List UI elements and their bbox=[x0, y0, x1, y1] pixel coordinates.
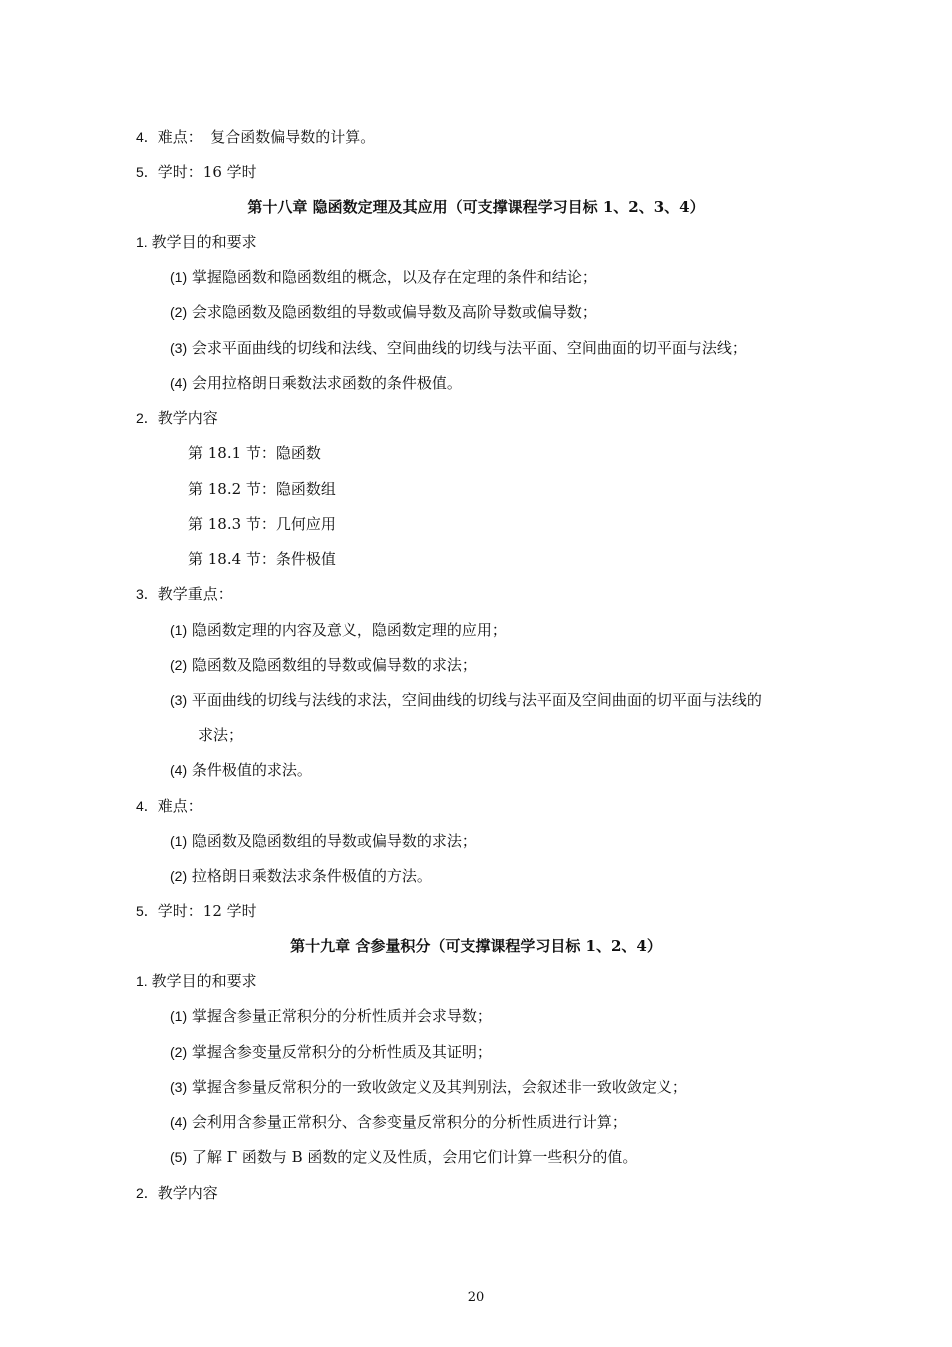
ch18-keypoint-4 bbox=[170, 760, 312, 780]
item-number: (1) bbox=[170, 269, 188, 285]
item-number: (4) bbox=[170, 762, 188, 778]
item-text: 掌握隐函数和隐函数组的概念，以及存在定理的条件和结论； bbox=[191, 268, 597, 286]
ch18-keypoint-3 bbox=[170, 690, 762, 710]
ch18-keypoint-3-continued: 求法； bbox=[198, 726, 244, 744]
item-text: 掌握含参量反常积分的一致收敛定义及其判别法，会叙述非一致收敛定义； bbox=[191, 1078, 687, 1096]
item-difficulty bbox=[136, 127, 375, 147]
item-text: 教学内容 bbox=[157, 1184, 218, 1202]
item-number: (3) bbox=[170, 1079, 188, 1095]
item-text: 难点： bbox=[157, 797, 203, 815]
ch19-objective-4 bbox=[170, 1112, 627, 1132]
item-number: (2) bbox=[170, 868, 188, 884]
item-text: 会用拉格朗日乘数法求函数的条件极值。 bbox=[191, 374, 462, 392]
item-number: (1) bbox=[170, 622, 188, 638]
item-text: 平面曲线的切线与法线的求法，空间曲线的切线与法平面及空间曲面的切平面与法线的 bbox=[191, 691, 762, 709]
item-number: 2． bbox=[136, 410, 158, 426]
ch18-objective-3 bbox=[170, 338, 747, 358]
item-text: 教学目的和要求 bbox=[151, 233, 257, 251]
item-text: 掌握含参变量反常积分的分析性质及其证明； bbox=[191, 1043, 492, 1061]
ch18-objective-1 bbox=[170, 267, 597, 287]
item-text: 会利用含参量正常积分、含参变量反常积分的分析性质进行计算； bbox=[191, 1113, 627, 1131]
item-number: (3) bbox=[170, 340, 188, 356]
ch18-keypoints-heading bbox=[136, 584, 233, 604]
item-text: 难点： 复合函数偏导数的计算。 bbox=[157, 128, 376, 146]
ch18-keypoint-1 bbox=[170, 620, 507, 640]
item-text: 学时：12 学时 bbox=[157, 902, 257, 920]
item-text: 拉格朗日乘数法求条件极值的方法。 bbox=[191, 867, 432, 885]
ch18-difficulty-heading bbox=[136, 796, 203, 816]
item-number: (4) bbox=[170, 375, 188, 391]
item-text: 教学内容 bbox=[157, 409, 218, 427]
ch19-objectives-heading bbox=[136, 971, 257, 991]
item-number: (2) bbox=[170, 657, 188, 673]
ch19-objective-1 bbox=[170, 1006, 492, 1026]
section-18-1: 第 18.1 节：隐函数 bbox=[188, 444, 321, 462]
item-number: (2) bbox=[170, 304, 188, 320]
item-number: (5) bbox=[170, 1149, 188, 1165]
ch18-difficulty-2 bbox=[170, 866, 432, 886]
section-18-4: 第 18.4 节：条件极值 bbox=[188, 550, 336, 568]
ch19-objective-5 bbox=[170, 1147, 637, 1167]
item-number: 4． bbox=[136, 129, 158, 145]
item-number: 3． bbox=[136, 586, 158, 602]
item-number: 5． bbox=[136, 164, 158, 180]
page-number: 20 bbox=[467, 1290, 485, 1305]
ch19-content-heading bbox=[136, 1183, 218, 1203]
item-number: 4． bbox=[136, 798, 158, 814]
item-text: 隐函数及隐函数组的导数或偏导数的求法； bbox=[191, 832, 477, 850]
item-text: 隐函数定理的内容及意义，隐函数定理的应用； bbox=[191, 621, 507, 639]
item-number: (1) bbox=[170, 833, 188, 849]
item-number: 1. bbox=[136, 234, 152, 250]
item-text: 会求隐函数及隐函数组的导数或偏导数及高阶导数或偏导数； bbox=[191, 303, 597, 321]
item-number: (1) bbox=[170, 1008, 188, 1024]
ch19-objective-2 bbox=[170, 1042, 492, 1062]
ch18-objective-2 bbox=[170, 302, 597, 322]
item-text: 教学重点： bbox=[157, 585, 233, 603]
ch18-objective-4 bbox=[170, 373, 462, 393]
section-18-2: 第 18.2 节：隐函数组 bbox=[188, 480, 336, 498]
item-text: 学时：16 学时 bbox=[157, 163, 257, 181]
ch19-objective-3 bbox=[170, 1077, 687, 1097]
section-18-3: 第 18.3 节：几何应用 bbox=[188, 515, 336, 533]
chapter-18-title: 第十八章 隐函数定理及其应用（可支撑课程学习目标 1、2、3、4） bbox=[247, 198, 705, 216]
item-number: 1. bbox=[136, 973, 152, 989]
chapter-19-title: 第十九章 含参量积分（可支撑课程学习目标 1、2、4） bbox=[290, 937, 662, 955]
ch18-hours bbox=[136, 901, 257, 921]
ch18-keypoint-2 bbox=[170, 655, 477, 675]
item-number: 2． bbox=[136, 1185, 158, 1201]
item-number: (2) bbox=[170, 1044, 188, 1060]
item-text: 会求平面曲线的切线和法线、空间曲线的切线与法平面、空间曲面的切平面与法线； bbox=[191, 339, 747, 357]
ch18-difficulty-1 bbox=[170, 831, 477, 851]
ch18-content-heading bbox=[136, 408, 218, 428]
item-text: 教学目的和要求 bbox=[151, 972, 257, 990]
item-number: 5． bbox=[136, 903, 158, 919]
item-number: (3) bbox=[170, 692, 188, 708]
item-text: 条件极值的求法。 bbox=[191, 761, 312, 779]
item-text: 了解 Γ 函数与 B 函数的定义及性质，会用它们计算一些积分的值。 bbox=[191, 1148, 638, 1166]
ch18-objectives-heading bbox=[136, 232, 257, 252]
item-text: 掌握含参量正常积分的分析性质并会求导数； bbox=[191, 1007, 492, 1025]
item-text: 隐函数及隐函数组的导数或偏导数的求法； bbox=[191, 656, 477, 674]
item-hours bbox=[136, 162, 257, 182]
item-number: (4) bbox=[170, 1114, 188, 1130]
